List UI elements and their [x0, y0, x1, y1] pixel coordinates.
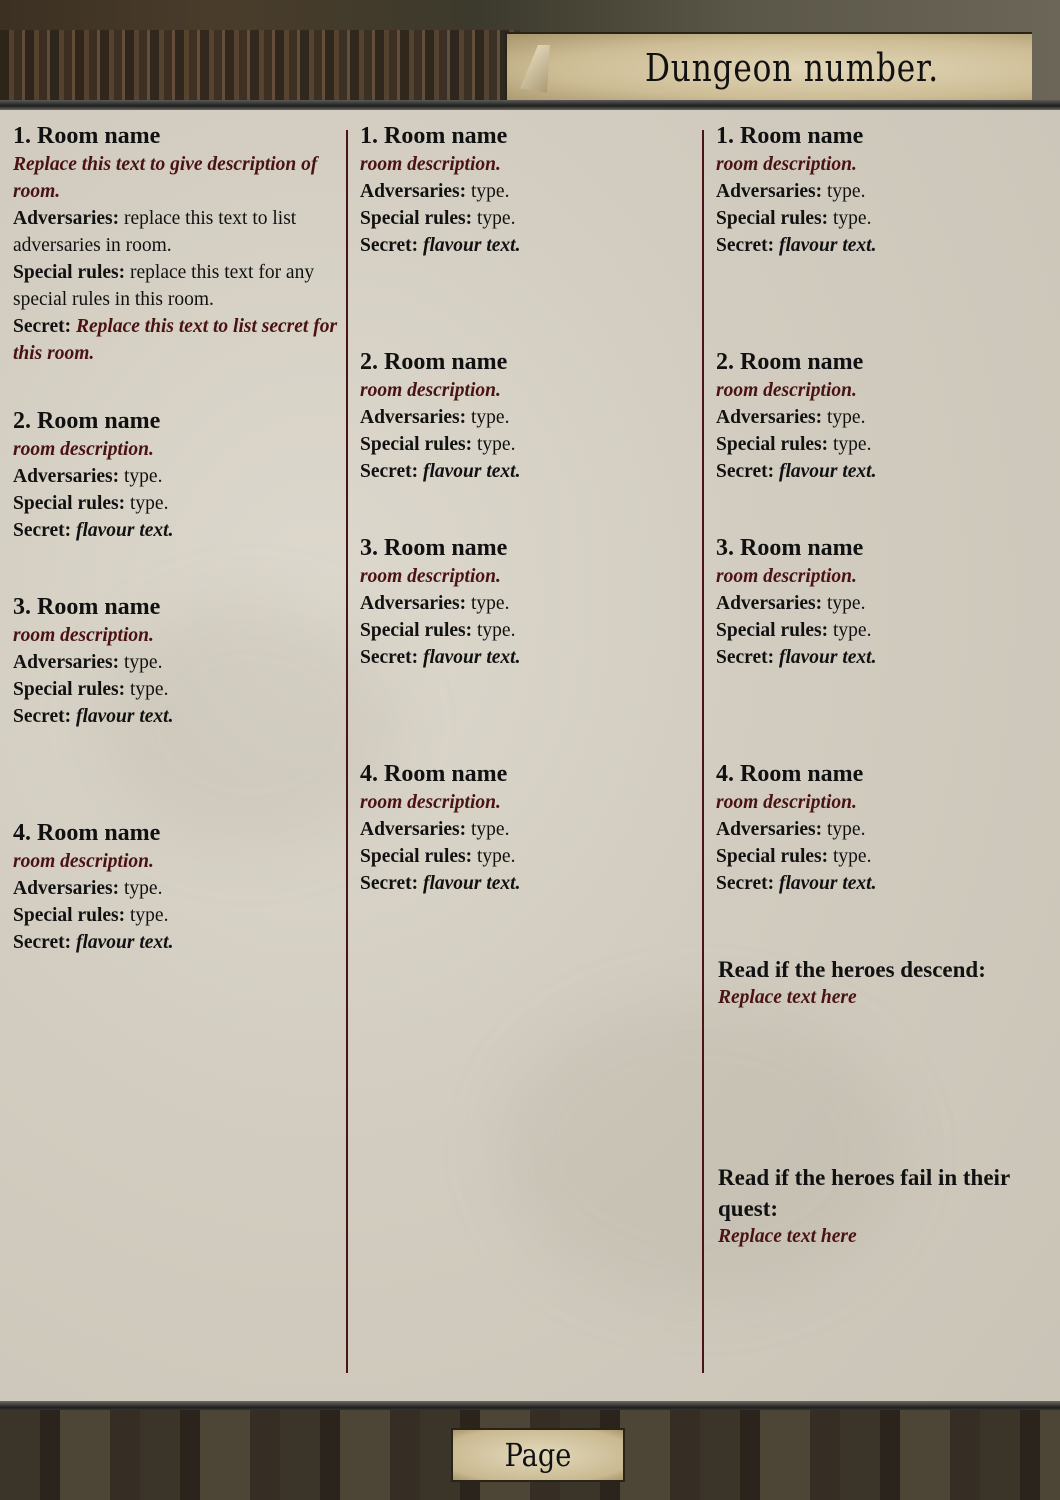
room-description: Replace this text to give description of room. — [13, 154, 318, 202]
special-rules-value: type. — [477, 208, 516, 229]
secret-line — [360, 644, 695, 671]
secret-label: Secret: — [716, 461, 775, 482]
special-rules-value: type. — [833, 620, 872, 641]
special-rules-label: Special rules: — [13, 679, 126, 700]
adversaries-label: Adversaries: — [716, 593, 823, 614]
special-rules-line — [360, 205, 695, 232]
special-rules-value: type. — [130, 493, 169, 514]
secret-label: Secret: — [13, 932, 72, 953]
paper-stain — [500, 1000, 900, 1300]
special-rules-label: Special rules: — [716, 208, 829, 229]
adversaries-value: type. — [827, 593, 866, 614]
special-rules-label: Special rules: — [13, 905, 126, 926]
room-entry — [360, 759, 695, 897]
room-description: room description. — [13, 851, 154, 872]
adversaries-label: Adversaries: — [360, 181, 467, 202]
adversaries-line — [716, 178, 1051, 205]
adversaries-label: Adversaries: — [13, 652, 120, 673]
room-description: room description. — [360, 566, 501, 587]
secret-label: Secret: — [716, 873, 775, 894]
adversaries-line — [360, 404, 695, 431]
adversaries-value: type. — [471, 593, 510, 614]
room-description: room description. — [13, 439, 154, 460]
adversaries-line — [360, 590, 695, 617]
adversaries-line — [360, 178, 695, 205]
room-description: room description. — [360, 380, 501, 401]
room-description: room description. — [13, 625, 154, 646]
room-entry — [716, 347, 1051, 485]
adversaries-label: Adversaries: — [360, 407, 467, 428]
secret-value: flavour text. — [778, 235, 877, 256]
special-rules-value: type. — [833, 846, 872, 867]
adversaries-line — [360, 816, 695, 843]
special-rules-line — [360, 843, 695, 870]
special-rules-line — [716, 431, 1051, 458]
secret-line — [716, 232, 1051, 259]
room-name: 2. Room name — [13, 408, 161, 434]
adversaries-label: Adversaries: — [716, 819, 823, 840]
secret-label: Secret: — [13, 520, 72, 541]
note-heading: Read if the heroes descend: — [718, 957, 986, 982]
secret-label: Secret: — [716, 647, 775, 668]
secret-value: flavour text. — [778, 461, 877, 482]
room-name: 1. Room name — [716, 123, 864, 149]
secret-line — [716, 458, 1051, 485]
note-text: Replace text here — [718, 1226, 857, 1247]
special-rules-label: Special rules: — [716, 620, 829, 641]
room-entry — [716, 759, 1051, 897]
room-name: 2. Room name — [716, 349, 864, 375]
special-rules-value: type. — [477, 434, 516, 455]
room-entry — [13, 592, 348, 730]
special-rules-label: Special rules: — [13, 262, 126, 283]
secret-value: flavour text. — [422, 235, 521, 256]
secret-value: flavour text. — [778, 873, 877, 894]
note-text: Replace text here — [718, 987, 857, 1008]
page-number-label: Page — [504, 1436, 572, 1474]
secret-line — [360, 870, 695, 897]
secret-line — [13, 313, 348, 367]
special-rules-value: type. — [833, 434, 872, 455]
secret-value: flavour text. — [422, 647, 521, 668]
special-rules-label: Special rules: — [360, 846, 473, 867]
special-rules-line — [716, 205, 1051, 232]
adversaries-value: type. — [124, 878, 163, 899]
special-rules-value: type. — [833, 208, 872, 229]
header-border — [0, 100, 1060, 110]
adversaries-value: type. — [124, 652, 163, 673]
adversaries-value: type. — [124, 466, 163, 487]
special-rules-value: type. — [130, 905, 169, 926]
room-description: room description. — [360, 792, 501, 813]
adversaries-line — [13, 875, 348, 902]
adversaries-label: Adversaries: — [13, 208, 120, 229]
room-name: 2. Room name — [360, 349, 508, 375]
special-rules-line — [360, 431, 695, 458]
special-rules-label: Special rules: — [360, 434, 473, 455]
secret-line — [13, 703, 348, 730]
room-description: room description. — [716, 792, 857, 813]
special-rules-line — [13, 676, 348, 703]
room-entry — [13, 818, 348, 956]
room-entry — [360, 533, 695, 671]
secret-value: flavour text. — [75, 932, 174, 953]
special-rules-line — [13, 259, 348, 313]
adversaries-line — [13, 463, 348, 490]
special-rules-label: Special rules: — [13, 493, 126, 514]
room-name: 4. Room name — [13, 820, 161, 846]
secret-line — [13, 929, 348, 956]
room-name: 3. Room name — [716, 535, 864, 561]
adversaries-label: Adversaries: — [13, 466, 120, 487]
adversaries-value: type. — [827, 407, 866, 428]
secret-line — [13, 517, 348, 544]
special-rules-value: type. — [477, 846, 516, 867]
secret-line — [360, 458, 695, 485]
secret-line — [716, 644, 1051, 671]
special-rules-line — [716, 617, 1051, 644]
special-rules-line — [13, 902, 348, 929]
column-divider — [702, 130, 704, 1373]
room-name: 4. Room name — [360, 761, 508, 787]
adversaries-line — [716, 590, 1051, 617]
room-description: room description. — [360, 154, 501, 175]
adversaries-value: type. — [471, 407, 510, 428]
secret-label: Secret: — [716, 235, 775, 256]
note-heading: Read if the heroes fail in their quest: — [718, 1165, 1010, 1221]
descend-note — [718, 954, 1048, 1011]
special-rules-line — [360, 617, 695, 644]
adversaries-label: Adversaries: — [360, 819, 467, 840]
adversaries-label: Adversaries: — [716, 407, 823, 428]
room-name: 4. Room name — [716, 761, 864, 787]
city-illustration — [0, 30, 520, 103]
adversaries-line — [13, 205, 348, 259]
room-name: 3. Room name — [13, 594, 161, 620]
secret-label: Secret: — [360, 235, 419, 256]
room-entry — [716, 533, 1051, 671]
room-name: 3. Room name — [360, 535, 508, 561]
secret-label: Secret: — [13, 316, 72, 337]
page-scroll — [451, 1428, 625, 1482]
page-title: Dungeon number. — [645, 46, 939, 90]
adversaries-value: type. — [471, 181, 510, 202]
adversaries-value: type. — [471, 819, 510, 840]
adversaries-line — [716, 816, 1051, 843]
secret-value: flavour text. — [422, 873, 521, 894]
room-description: room description. — [716, 380, 857, 401]
special-rules-value: type. — [130, 679, 169, 700]
secret-value: flavour text. — [75, 706, 174, 727]
room-entry — [360, 347, 695, 485]
footer-banner — [0, 1410, 1060, 1500]
secret-value: flavour text. — [422, 461, 521, 482]
special-rules-label: Special rules: — [716, 434, 829, 455]
secret-value: flavour text. — [778, 647, 877, 668]
header-banner — [0, 0, 1060, 103]
room-entry — [716, 121, 1051, 259]
room-description: room description. — [716, 566, 857, 587]
room-entry — [360, 121, 695, 259]
adversaries-label: Adversaries: — [13, 878, 120, 899]
room-name: 1. Room name — [360, 123, 508, 149]
secret-label: Secret: — [360, 647, 419, 668]
special-rules-line — [13, 490, 348, 517]
room-entry — [13, 121, 348, 367]
special-rules-label: Special rules: — [716, 846, 829, 867]
secret-value: flavour text. — [75, 520, 174, 541]
room-name: 1. Room name — [13, 123, 161, 149]
secret-line — [716, 870, 1051, 897]
secret-label: Secret: — [13, 706, 72, 727]
fail-note — [718, 1162, 1018, 1250]
special-rules-label: Special rules: — [360, 620, 473, 641]
adversaries-value: type. — [827, 181, 866, 202]
adversaries-label: Adversaries: — [360, 593, 467, 614]
secret-value: Replace this text to list secret for this room. — [13, 316, 338, 364]
room-description: room description. — [716, 154, 857, 175]
special-rules-value: type. — [477, 620, 516, 641]
secret-label: Secret: — [360, 461, 419, 482]
adversaries-line — [13, 649, 348, 676]
special-rules-label: Special rules: — [360, 208, 473, 229]
special-rules-value: replace this text for any special rules in this room. — [13, 262, 315, 310]
adversaries-label: Adversaries: — [716, 181, 823, 202]
adversaries-value: replace this text to list adversaries in room. — [13, 208, 297, 256]
room-entry — [13, 406, 348, 544]
adversaries-value: type. — [827, 819, 866, 840]
secret-line — [360, 232, 695, 259]
special-rules-line — [716, 843, 1051, 870]
adversaries-line — [716, 404, 1051, 431]
secret-label: Secret: — [360, 873, 419, 894]
